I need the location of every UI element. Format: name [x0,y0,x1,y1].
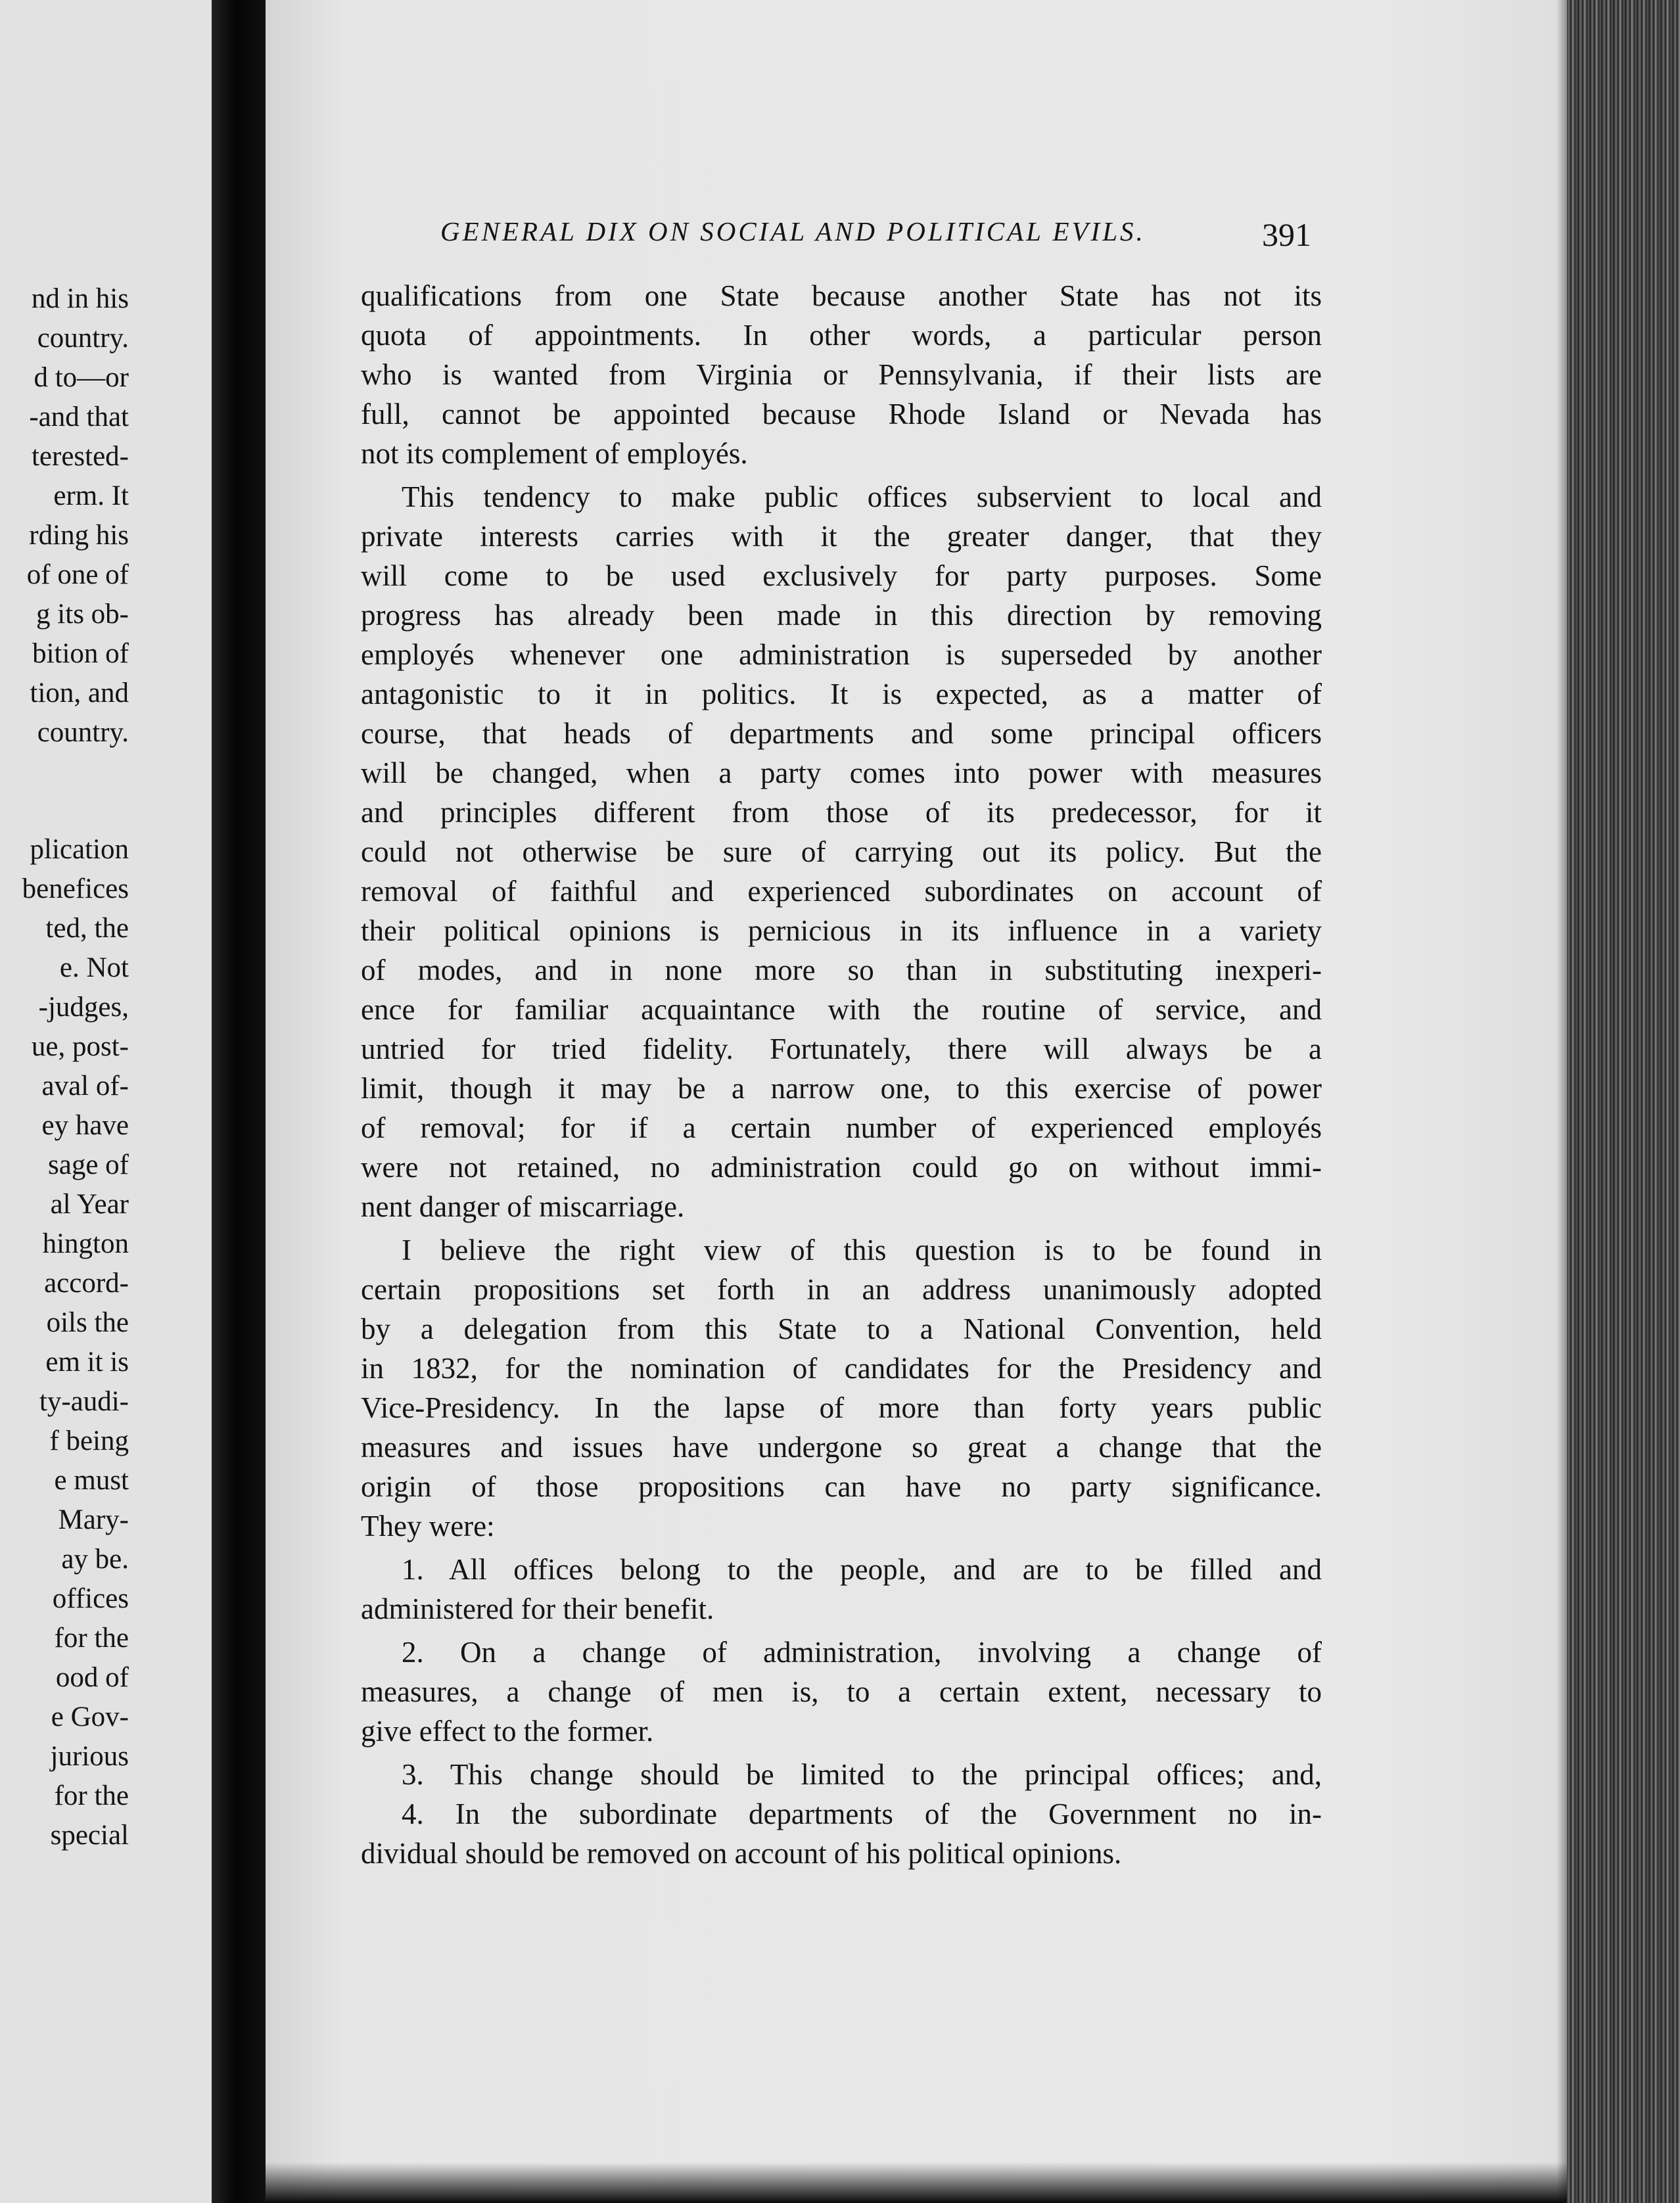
text-line: measures and issues have undergone so great a change that the [361,1431,1322,1464]
text-line: and principles different from those of its predecessor, for it [361,796,1322,829]
text-line: Vice-Presidency. In the lapse of more than forty years public [361,1391,1322,1424]
text-line: limit, though it may be a narrow one, to this exercise of power [361,1072,1322,1105]
left-page-line: e Gov- [51,1702,129,1732]
text-line: were not retained, no administration could go on without immi- [361,1151,1322,1184]
left-page-line: al Year [50,1189,129,1220]
text-line: 2. On a change of administration, involving a change of [402,1636,1322,1669]
left-page-line: f being [49,1426,129,1456]
text-line: will come to be used exclusively for party purposes. Some [361,559,1322,592]
text-line: not its complement of employés. [361,437,748,470]
text-line: their political opinions is pernicious in its influence in a variety [361,914,1322,947]
text-line: quota of appointments. In other words, a particular person [361,319,1322,352]
page-edges [1567,0,1680,2203]
left-page-line: terested- [31,441,129,472]
left-page-line: Mary- [58,1504,129,1535]
left-page-line: e must [54,1465,129,1496]
left-page-line: hington [42,1228,129,1259]
text-line: certain propositions set forth in an address unanimously adopted [361,1273,1322,1306]
text-line: administered for their benefit. [361,1592,714,1625]
left-page-line: d to—or [34,362,129,393]
left-page-line: ood of [55,1662,129,1693]
text-line: This tendency to make public offices subservient to local and [402,480,1322,513]
running-head: GENERAL DIX ON SOCIAL AND POLITICAL EVILS. [440,216,1146,246]
left-facing-page [0,0,212,2203]
text-line: dividual should be removed on account of his political opinions. [361,1837,1122,1870]
book-gutter [212,0,266,2203]
text-line: in 1832, for the nomination of candidates for the Presidency and [361,1352,1322,1385]
left-page-line: ue, post- [31,1031,129,1062]
left-page-line: -and that [29,402,129,432]
text-line: They were: [361,1510,495,1542]
left-page-line: special [50,1820,129,1851]
text-line: could not otherwise be sure of carrying out its policy. But the [361,835,1322,868]
left-page-line: plication [30,834,129,865]
left-page-line: -judges, [38,992,129,1023]
left-page-line: tion, and [30,678,129,708]
page-number: 391 [1262,216,1311,253]
text-line: measures, a change of men is, to a certain extent, necessary to [361,1675,1322,1708]
left-page-line: for the [54,1623,129,1654]
text-line: employés whenever one administration is superseded by another [361,638,1322,671]
main-page [266,0,1567,2203]
left-page-line: offices [52,1583,129,1614]
left-page-line: ty-audi- [39,1386,129,1417]
text-line: ence for familiar acquaintance with the routine of service, and [361,993,1322,1026]
left-page-line: for the [54,1780,129,1811]
text-line: qualifications from one State because another State has not its [361,279,1322,312]
text-line: removal of faithful and experienced subordinates on account of [361,875,1322,908]
left-page-line: country. [37,717,129,748]
text-line: nent danger of miscarriage. [361,1190,685,1223]
text-line: who is wanted from Virginia or Pennsylvania, if their lists are [361,358,1322,391]
text-line: 1. All offices belong to the people, and are to be filled and [402,1553,1322,1586]
text-line: 3. This change should be limited to the principal offices; and, [402,1758,1322,1791]
left-page-line: bition of [32,638,129,669]
left-page-line: sage of [48,1149,129,1180]
left-page-line: benefices [22,873,129,904]
left-page-line: e. Not [59,952,129,983]
text-line: I believe the right view of this question is to be found in [402,1234,1322,1266]
text-line: course, that heads of departments and some principal officers [361,717,1322,750]
text-line: will be changed, when a party comes into power with measures [361,756,1322,789]
bottom-shadow [266,2162,1567,2203]
text-line: by a delegation from this State to a National Convention, held [361,1312,1322,1345]
left-page-line: erm. It [53,480,129,511]
left-page-line: ted, the [45,913,129,944]
text-line: private interests carries with it the greater danger, that they [361,520,1322,553]
text-line: full, cannot be appointed because Rhode Island or Nevada has [361,398,1322,430]
left-page-line: country. [37,323,129,354]
left-page-line: of one of [26,559,129,590]
text-line: of modes, and in none more so than in substituting inexperi- [361,954,1322,986]
left-page-line: accord- [44,1268,129,1299]
left-page-line: oils the [46,1307,129,1338]
left-page-line: g its ob- [36,599,129,630]
text-line: of removal; for if a certain number of experienced employés [361,1111,1322,1144]
left-page-line: rding his [29,520,129,551]
text-line: give effect to the former. [361,1715,654,1748]
left-page-line: aval of- [41,1071,129,1102]
left-page-line: ey have [41,1110,129,1141]
left-page-line: ay be. [61,1544,129,1575]
text-line: origin of those propositions can have no party significance. [361,1470,1322,1503]
text-line: progress has already been made in this direction by removing [361,599,1322,632]
text-line: antagonistic to it in politics. It is expected, as a matter of [361,678,1322,710]
left-page-line: jurious [50,1741,129,1772]
text-line: untried for tried fidelity. Fortunately, there will always be a [361,1032,1322,1065]
text-line: 4. In the subordinate departments of the Government no in- [402,1797,1322,1830]
left-page-line: em it is [45,1347,129,1378]
left-page-line: nd in his [31,283,129,314]
